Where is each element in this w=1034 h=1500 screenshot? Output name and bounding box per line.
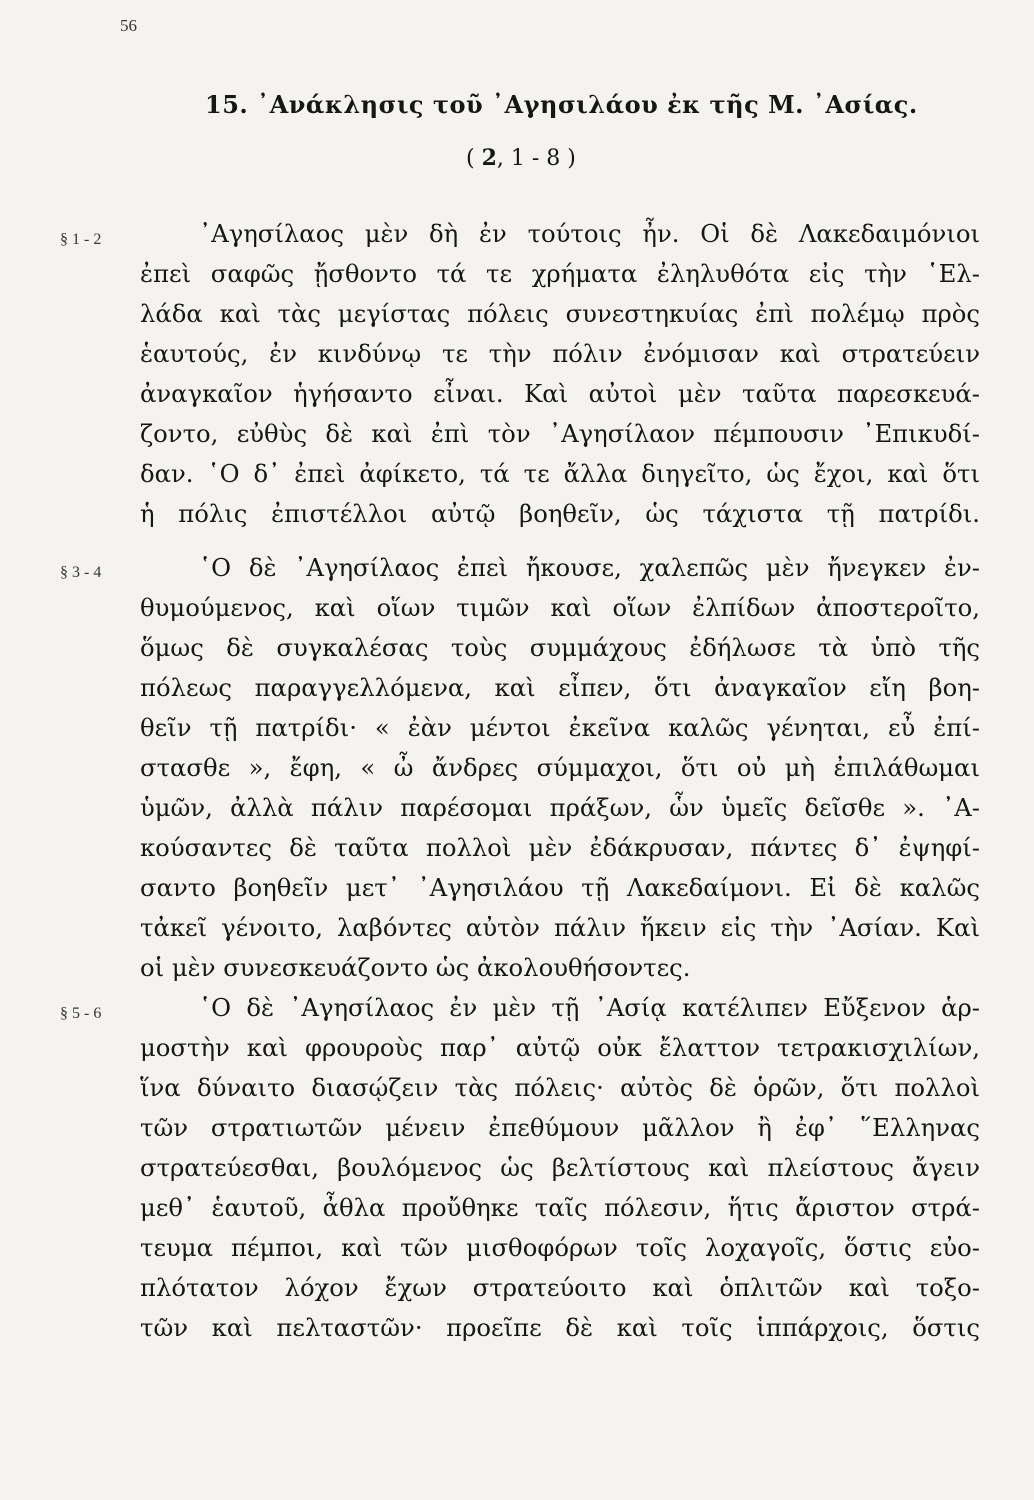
- text-line: ὅμως δὲ συγκαλέσας τοὺς συμμάχους ἐδήλωσε τὰ ὑπὸ τῆς: [140, 633, 980, 662]
- text-line: θεῖν τῇ πατρίδι· « ἐὰν μέντοι ἐκεῖνα καλῶς γένηται, εὖ ἐπί-: [140, 713, 980, 742]
- text-line: πλότατον λόχον ἔχων στρατεύοιτο καὶ ὁπλιτῶν καὶ τοξο-: [140, 1273, 980, 1302]
- text-line: τευμα πέμποι, καὶ τῶν μισθοφόρων τοῖς λοχαγοῖς, ὅστις εὐο-: [140, 1233, 980, 1262]
- reference-range: , 1 - 8 ): [496, 146, 576, 171]
- text-line: μοστὴν καὶ φρουροὺς παρ᾿ αὐτῷ οὐκ ἔλαττον τετρακισχιλίων,: [140, 1033, 980, 1062]
- text-line: ῾Ο δὲ ᾿Αγησίλαος ἐν μὲν τῇ ᾿Ασίᾳ κατέλιπεν Εὔξενον ἁρ-: [199, 993, 980, 1022]
- reference-open: (: [466, 146, 482, 171]
- text-line: ἡ πόλις ἐπιστέλλοι αὐτῷ βοηθεῖν, ὡς τάχιστα τῇ πατρίδι.: [140, 499, 980, 528]
- text-line: τῶν στρατιωτῶν μένειν ἐπεθύμουν μᾶλλον ἢ ἐφ᾿ ῞Ελληνας: [140, 1113, 980, 1142]
- chapter-reference: [466, 145, 576, 171]
- text-line: οἱ μὲν συνεσκευάζοντο ὡς ἀκολουθήσοντες.: [140, 953, 691, 982]
- text-line: δαν. ῾Ο δ᾿ ἐπεὶ ἀφίκετο, τά τε ἄλλα διηγεῖτο, ὡς ἔχοι, καὶ ὅτι: [140, 459, 980, 488]
- text-line: κούσαντες δὲ ταῦτα πολλοὶ μὲν ἐδάκρυσαν, πάντες δ᾿ ἐψηφί-: [140, 833, 980, 862]
- reference-book: 2: [481, 145, 497, 171]
- text-line: πόλεως παραγγελλόμενα, καὶ εἶπεν, ὅτι ἀναγκαῖον εἴη βοη-: [140, 673, 980, 702]
- text-line: ἑαυτούς, ἐν κινδύνῳ τε τὴν πόλιν ἐνόμισαν καὶ στρατεύειν: [140, 339, 980, 368]
- text-line: ᾿Αγησίλαος μὲν δὴ ἐν τούτοις ἦν. Οἱ δὲ Λακεδαιμόνιοι: [199, 219, 980, 248]
- text-line: ῾Ο δὲ ᾿Αγησίλαος ἐπεὶ ἤκουσε, χαλεπῶς μὲν ἤνεγκεν ἐν-: [199, 553, 980, 582]
- text-line: ζοντο, εὐθὺς δὲ καὶ ἐπὶ τὸν ᾿Αγησίλαον πέμπουσιν ᾿Επικυδί-: [140, 419, 980, 448]
- text-line: τἀκεῖ γένοιτο, λαβόντες αὐτὸν πάλιν ἥκειν εἰς τὴν ᾿Ασίαν. Καὶ: [140, 913, 980, 942]
- text-line: στασθε », ἔφη, « ὦ ἄνδρες σύμμαχοι, ὅτι οὐ μὴ ἐπιλάθωμαι: [140, 753, 980, 782]
- text-line: θυμούμενος, καὶ οἵων τιμῶν καὶ οἵων ἐλπίδων ἀποστεροῖτο,: [140, 593, 980, 622]
- chapter-title: 15. ᾿Ανάκλησις τοῦ ᾿Αγησιλάου ἐκ τῆς Μ. ᾿Ασίας.: [205, 90, 918, 119]
- text-line: ἐπεὶ σαφῶς ᾔσθοντο τά τε χρήματα ἐληλυθότα εἰς τὴν ῾Ελ-: [140, 259, 980, 288]
- text-line: τῶν καὶ πελταστῶν· προεῖπε δὲ καὶ τοῖς ἱππάρχοις, ὅστις: [140, 1313, 980, 1342]
- text-line: ἀναγκαῖον ἡγήσαντο εἶναι. Καὶ αὐτοὶ μὲν ταῦτα παρεσκευά-: [140, 379, 980, 408]
- text-line: μεθ᾿ ἑαυτοῦ, ἆθλα προὔθηκε ταῖς πόλεσιν, ἥτις ἄριστον στρά-: [140, 1193, 980, 1222]
- text-line: στρατεύεσθαι, βουλόμενος ὡς βελτίστους καὶ πλείστους ἄγειν: [140, 1153, 980, 1182]
- page-number: 56: [120, 16, 137, 35]
- text-line: ἵνα δύναιτο διασῴζειν τὰς πόλεις· αὐτὸς δὲ ὁρῶν, ὅτι πολλοὶ: [140, 1073, 980, 1102]
- text-line: ὑμῶν, ἀλλὰ πάλιν παρέσομαι πράξων, ὧν ὑμεῖς δεῖσθε ». ᾿Α-: [140, 793, 980, 822]
- section-marker-1-2: § 1 - 2: [60, 231, 102, 248]
- text-line: σαντο βοηθεῖν μετ᾿ ᾿Αγησιλάου τῇ Λακεδαίμονι. Εἰ δὲ καλῶς: [140, 873, 980, 902]
- section-marker-3-4: § 3 - 4: [60, 564, 102, 581]
- text-line: λάδα καὶ τὰς μεγίστας πόλεις συνεστηκυίας ἐπὶ πολέμῳ πρὸς: [140, 299, 980, 328]
- section-marker-5-6: § 5 - 6: [60, 1005, 102, 1022]
